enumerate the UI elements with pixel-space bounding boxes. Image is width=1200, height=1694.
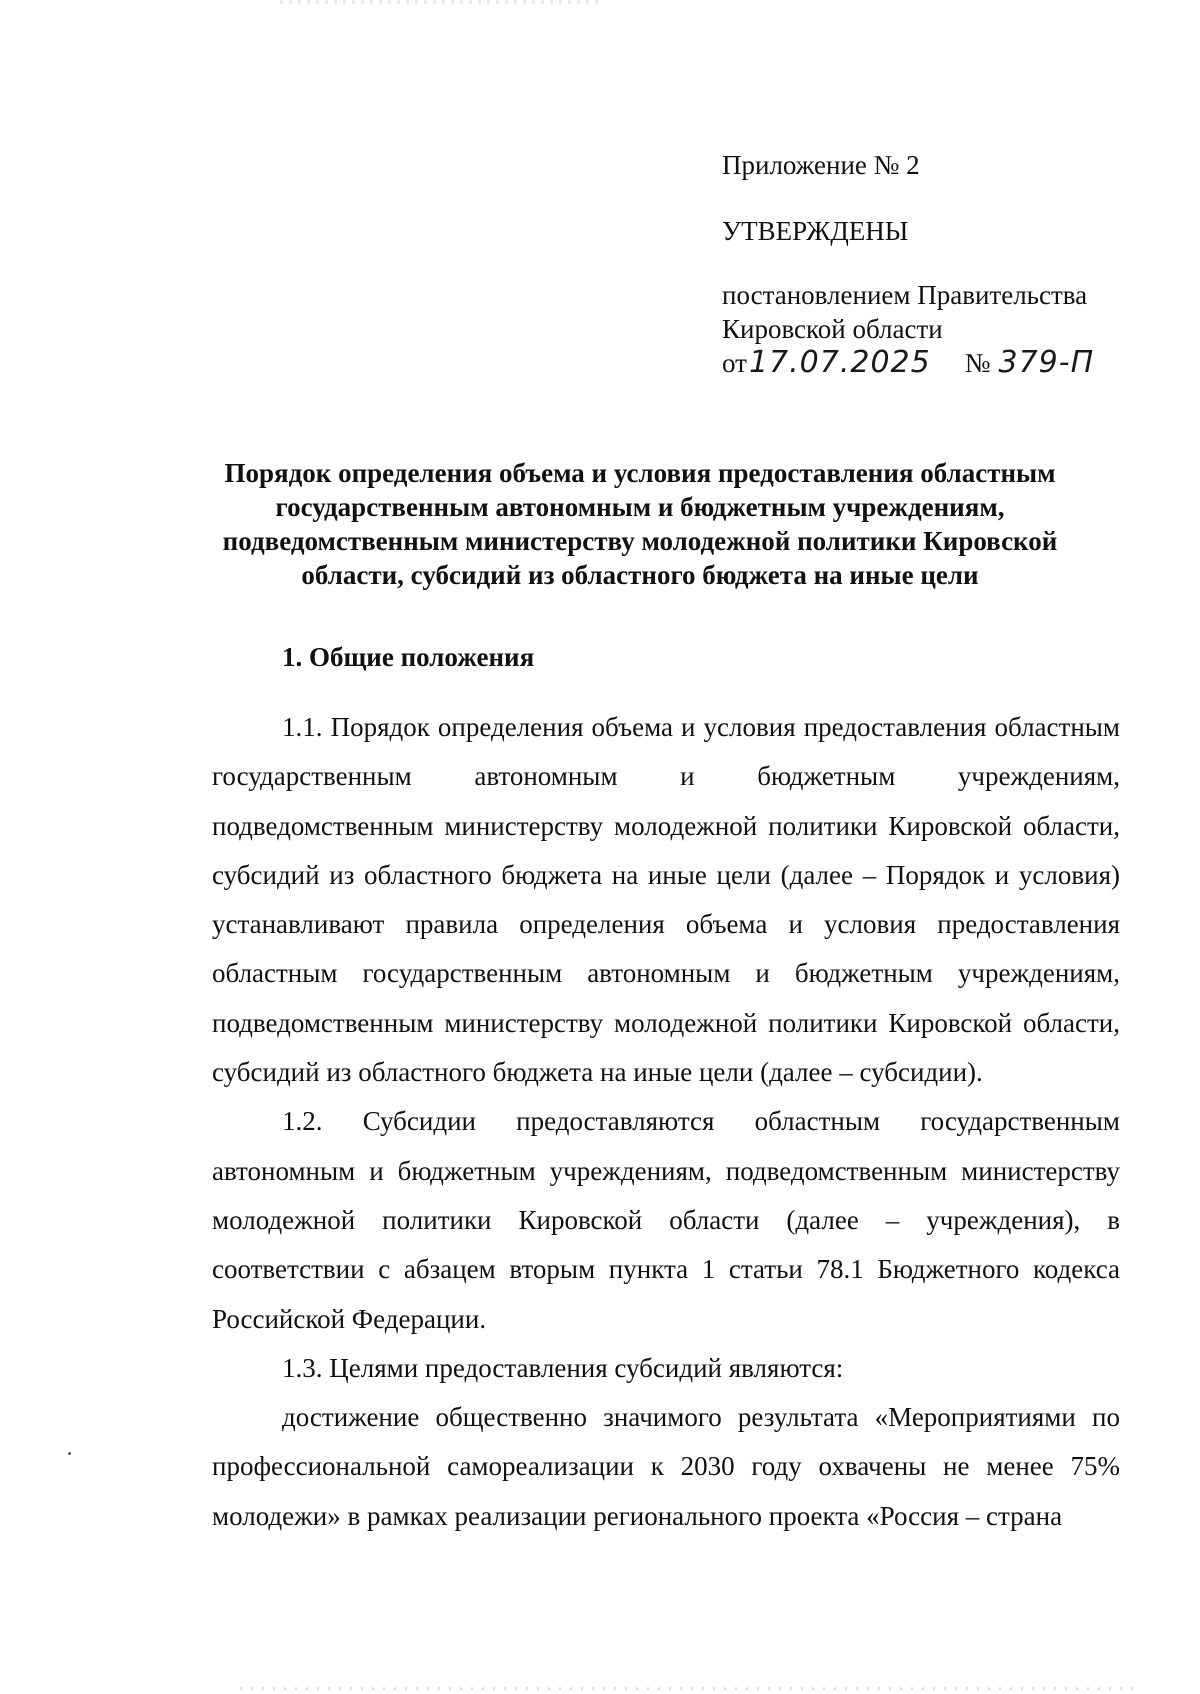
number-sign: № — [964, 348, 991, 378]
section-heading: 1. Общие положения — [282, 642, 535, 672]
paragraph-1-2: 1.2. Субсидии предоставляются областным государственным автономным и бюджетным учреждениям, подведомственным министерству молодежной политики Кировской области (далее – учреждения), в соответствии с абзацем вторым пункта 1 статьи 78.1 Бюджетного кодекса Российской Федерации. — [212, 1106, 1120, 1334]
title-line: области, субсидий из областного бюджета на иные цели — [301, 560, 979, 590]
section-body — [212, 703, 1120, 1541]
decree-line-2: Кировской области — [722, 314, 943, 344]
paragraph-1-1: 1.1. Порядок определения объема и условия предоставления областным государственным автономным и бюджетным учреждениям, подведомственным министерству молодежной политики Кировской области, субсидий из областного бюджета на иные цели (далее – Порядок и условия) устанавливают правила определения объема и условия предоставления областным государственным автономным и бюджетным учреждениям, подведомственным министерству молодежной политики Кировской области, субсидий из областного бюджета на иные цели (далее – субсидии). — [212, 712, 1120, 1088]
scan-artifact-top — [280, 0, 600, 4]
title-line: государственным автономным и бюджетным учреждениям, — [275, 492, 1005, 522]
handwritten-number: 379-П — [998, 345, 1095, 380]
from-prefix: от — [722, 348, 747, 378]
paragraph-1-3: 1.3. Целями предоставления субсидий являются: — [282, 1352, 844, 1383]
handwritten-date: 17.07.2025 — [748, 345, 931, 380]
appendix-label: Приложение № 2 — [722, 150, 920, 180]
paragraph-1-3-item: достижение общественно значимого результата «Мероприятиями по профессиональной самореализации к 2030 году охвачены не менее 75% молодежи» в рамках реализации регионального проекта «Россия – страна — [212, 1402, 1120, 1531]
title-line: подведомственным министерству молодежной политики Кировской — [222, 526, 1058, 556]
scan-speck — [68, 1452, 71, 1455]
scan-artifact-bottom — [240, 1687, 1140, 1690]
decree-line-1: постановлением Правительства — [722, 280, 1088, 310]
document-title — [200, 456, 1080, 592]
appendix-block — [722, 148, 1162, 380]
approved-label: УТВЕРЖДЕНЫ — [722, 216, 909, 246]
decree-date-number — [722, 346, 1162, 380]
title-line: Порядок определения объема и условия предоставления областным — [224, 458, 1056, 488]
